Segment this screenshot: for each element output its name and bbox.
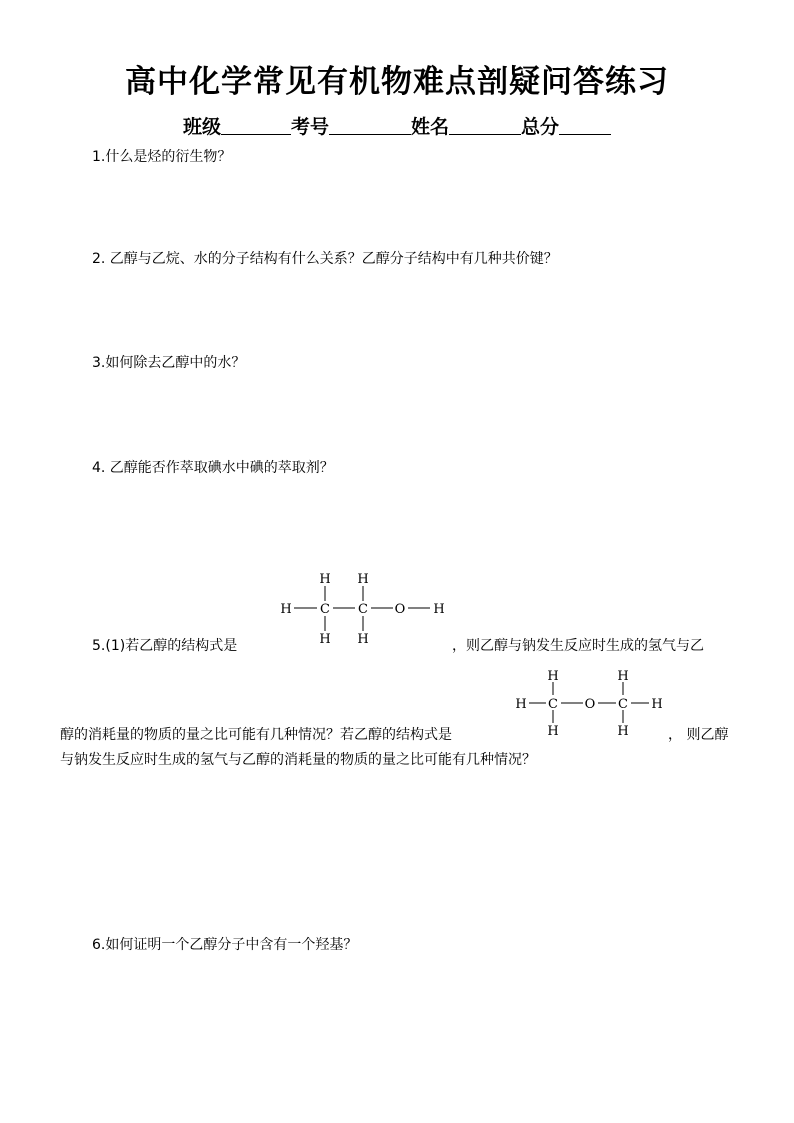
atom-h: H xyxy=(547,724,559,739)
atom-h: H xyxy=(617,724,629,739)
question-5-line2-part2: ， 则乙醇 xyxy=(668,727,729,743)
question-5-line1-part1: 5.(1)若乙醇的结构式是 xyxy=(92,638,238,654)
question-4: 4. 乙醇能否作萃取碘水中碘的萃取剂？ xyxy=(92,460,334,476)
atom-h: H xyxy=(280,602,292,617)
question-6: 6.如何证明一个乙醇分子中含有一个羟基？ xyxy=(92,937,358,953)
atom-c: C xyxy=(358,602,368,617)
question-5-line2-part1: 醇的消耗量的物质的量之比可能有几种情况？若乙醇的结构式是 xyxy=(60,727,452,743)
question-2: 2. 乙醇与乙烷、水的分子结构有什么关系？乙醇分子结构中有几种共价键？ xyxy=(92,251,558,267)
atom-h: H xyxy=(357,572,369,587)
atom-c: C xyxy=(618,697,628,712)
atom-h: H xyxy=(547,669,559,684)
question-5-line3: 与钠发生反应时生成的氢气与乙醇的消耗量的物质的量之比可能有几种情况？ xyxy=(60,752,536,768)
atom-h: H xyxy=(617,669,629,684)
question-1: 1.什么是烃的衍生物？ xyxy=(92,149,232,165)
class-blank[interactable] xyxy=(221,116,291,135)
score-label: 总分 xyxy=(521,116,560,138)
ethanol-structure-b xyxy=(510,667,668,741)
atom-h: H xyxy=(357,632,369,647)
atom-h: H xyxy=(651,697,663,712)
student-info-line xyxy=(0,112,794,139)
score-blank[interactable] xyxy=(559,116,611,135)
atom-h: H xyxy=(319,572,331,587)
ethanol-structure-a xyxy=(270,568,452,650)
class-label: 班级 xyxy=(182,116,221,138)
question-3: 3.如何除去乙醇中的水？ xyxy=(92,355,246,371)
atom-c: C xyxy=(548,697,558,712)
atom-o: O xyxy=(584,697,596,712)
name-label: 姓名 xyxy=(411,116,450,138)
page-title: 高中化学常见有机物难点剖疑问答练习 xyxy=(125,64,669,100)
atom-c: C xyxy=(320,602,330,617)
exam-no-label: 考号 xyxy=(290,116,329,138)
atom-o: O xyxy=(394,602,406,617)
name-blank[interactable] xyxy=(449,116,521,135)
atom-h: H xyxy=(319,632,331,647)
atom-h: H xyxy=(433,602,445,617)
exam-no-blank[interactable] xyxy=(329,116,411,135)
atom-h: H xyxy=(515,697,527,712)
question-5-line1-part2: ，则乙醇与钠发生反应时生成的氢气与乙 xyxy=(452,638,704,654)
